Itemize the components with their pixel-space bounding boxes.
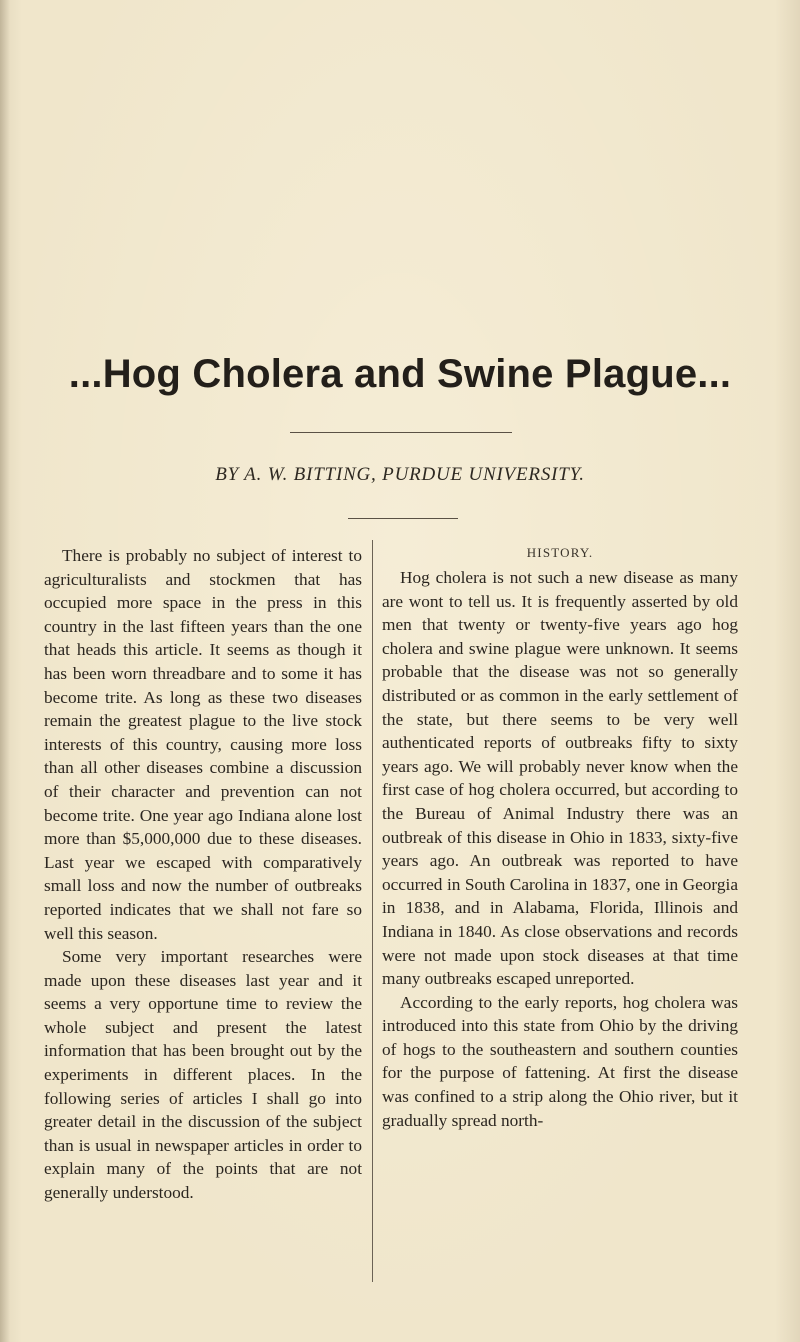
right-paragraph-1: Hog cholera is not such a new disease as many are wont to tell us. It is frequently asserted by old men that twenty or twenty-five years ago hog cholera and swine plague were unknown. It seems probable that the disease was not so generally distributed or as common in the early settlement of the state, but there seems to be very well authenticated reports of outbreaks fifty to sixty years ago. We will probably never know when the first case of hog cholera occurred, but according to the Bureau of Animal Industry there was an outbreak of this disease in Ohio in 1833, sixty-five years ago. An outbreak was reported to have occurred in South Carolina in 1837, one in Georgia in 1838, and in Alabama, Florida, Illinois and Indiana in 1840. As close observations and records were not made upon stock diseases at that time many outbreaks escaped unreported. [382,568,738,989]
section-heading-history: HISTORY. [526,545,594,560]
left-column [44,544,362,1205]
article-headline: ...Hog Cholera and Swine Plague... [68,352,732,396]
byline-rule [348,518,458,519]
left-paragraph-2: Some very important researches were made upon these diseases last year and it seems a very opportune time to review the whole subject and present the latest information that has been brought out by the experiments in different places. In the following series of articles I shall go into greater detail in the discussion of the subject than is usual in newspaper articles in order to explain many of the points that are not generally understood. [44,947,362,1203]
article-byline: BY A. W. BITTING, PURDUE UNIVERSITY. [215,464,585,485]
right-column [382,544,738,1132]
right-paragraph-2: According to the early reports, hog cholera was introduced into this state from Ohio by the driving of hogs to the southeastern and southern counties for the purpose of fattening. At first the disease was confined to a strip along the Ohio river, but it gradually spread north- [382,992,738,1130]
headline-rule [290,432,512,433]
column-divider [372,540,373,1282]
page-edge-shadow [0,0,10,1342]
left-paragraph-1: There is probably no subject of interest to agriculturalists and stockmen that has occupied more space in the press in this country in the last fifteen years than the one that heads this article. It seems as though it has been worn threadbare and to some it has become trite. As long as these two diseases remain the greatest plague to the live stock interests of this country, causing more loss than all other diseases combine a discussion of their character and prevention can not become trite. One year ago Indiana alone lost more than $5,000,000 due to these diseases. Last year we escaped with comparatively small loss and now the number of outbreaks reported indicates that we shall not fare so well this season. [44,546,362,943]
